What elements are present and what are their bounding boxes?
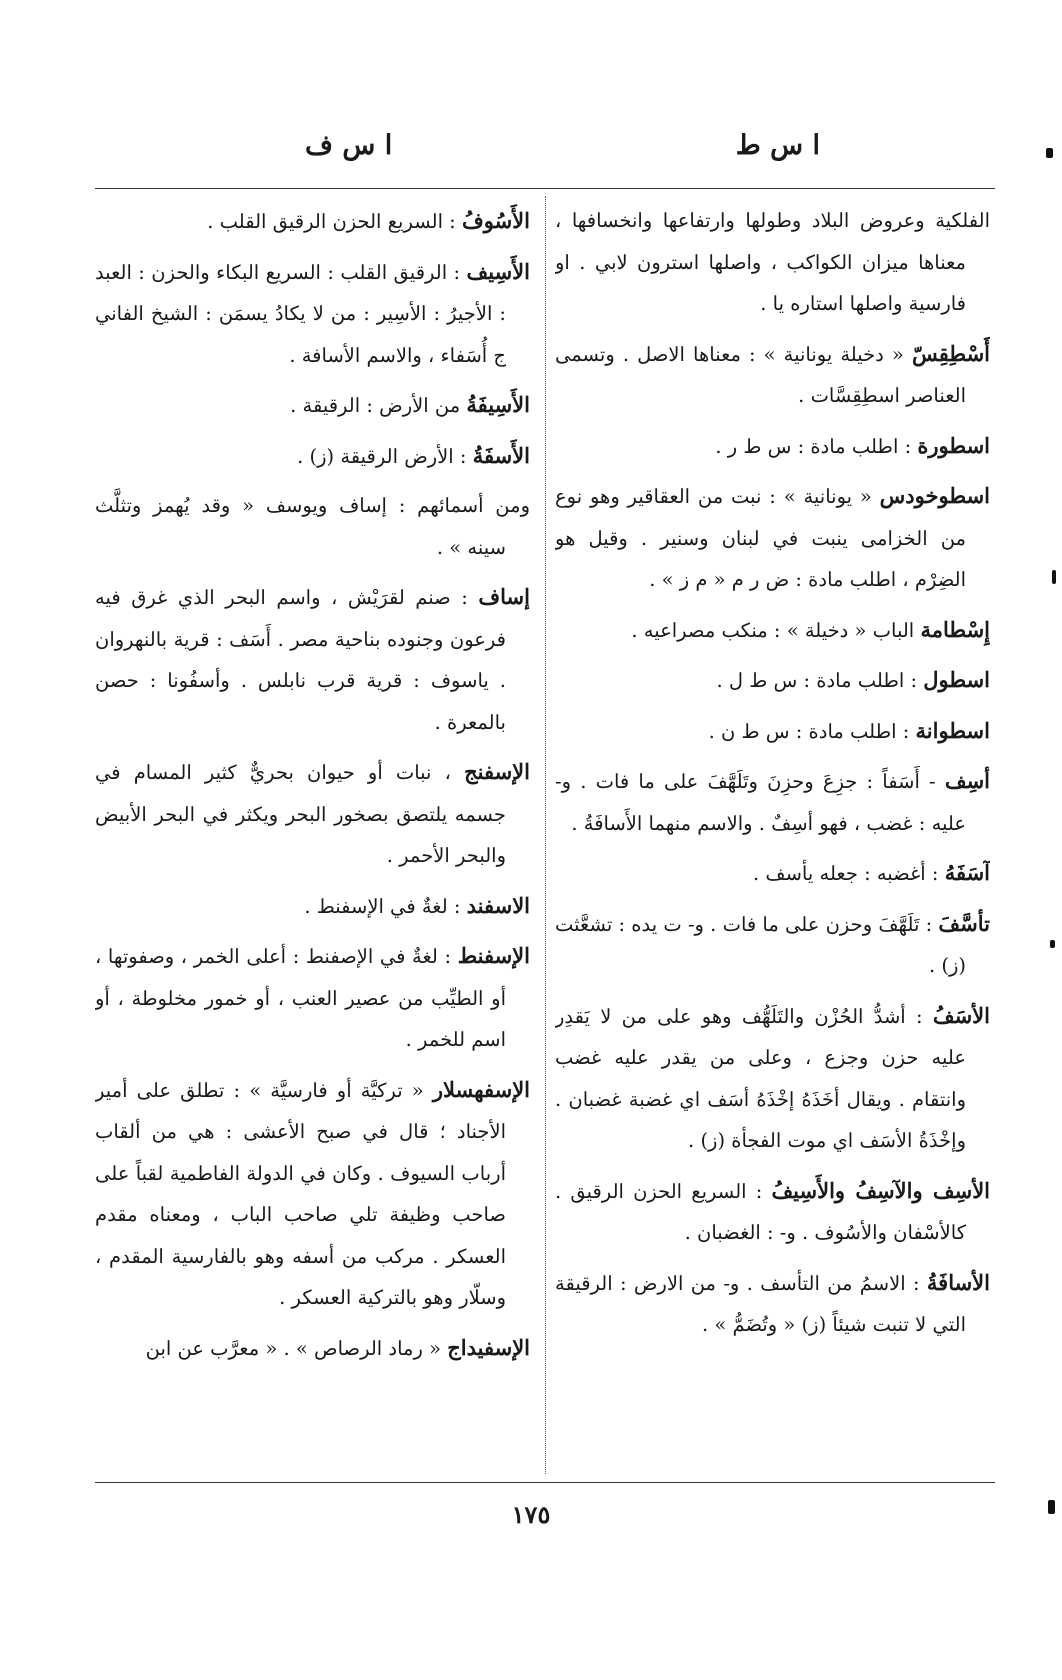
entry-headword: اسطول: [923, 667, 990, 692]
dictionary-entry: [95, 751, 530, 877]
entry-definition: : أشدُّ الحُزْن والتَلَهُّف وهو على من لا يَقدِر عليه حزن وجزع ، وعلى من يقدر عليه غضب وانتقام . ويقال أخَذَهُ إخْذَهُ أسَف اي غضبة غضبان . وإخْذَةُ الأسَف اي موت الفجأة (ز) .: [555, 1004, 966, 1152]
entry-definition: - أَسَفاً : جزِعَ وحزِنَ وتَلَهَّفَ على ما فات . و- عليه : غضب ، فهو أسِفٌ . والاسم منهما الأَسافَةُ .: [555, 770, 966, 835]
entry-definition: « دخيلة يونانية » : معناها الاصل . وتسمى العناصر اسطِقِسَّات .: [555, 342, 966, 407]
dictionary-entry: [95, 935, 530, 1061]
entry-headword: الإسفنج: [464, 759, 530, 784]
entry-headword: اسطوانة: [915, 717, 990, 743]
entry-definition: : الأرض الرقيقة (ز) .: [297, 444, 467, 468]
entry-definition: ومن أسمائهم : إساف ويوسف « وقد يُهمز وتثلَّث سينه » .: [95, 494, 530, 559]
right-column: [555, 200, 990, 1470]
entry-definition: : صنم لقرَيْش ، واسم البحر الذي غرق فيه فرعون وجنوده بناحية مصر . أَسَف : قرية بالنهروان . ياسوف : قرية قرب نابلس . وأسفُونا : حصن بالمعرة .: [95, 586, 506, 734]
dictionary-entry: [555, 995, 990, 1162]
entry-headword: اسطورة: [917, 432, 990, 458]
dictionary-entry: [555, 659, 990, 702]
entry-definition: : السريع الحزن الرقيق القلب .: [207, 210, 456, 233]
dictionary-entry: [555, 760, 990, 844]
entry-definition: : أغضبه : جعله يأسف .: [753, 862, 939, 885]
entry-headword: الأَسُوفُ: [461, 208, 530, 233]
dictionary-entry: [95, 384, 530, 427]
entry-headword: إِسْطامة: [920, 616, 990, 642]
dictionary-entry: [95, 1327, 530, 1370]
dictionary-entry: [555, 903, 990, 987]
entry-definition: : اطلب مادة : س ط ل .: [716, 669, 918, 692]
header-root-right: ا س ط: [735, 130, 820, 161]
entry-headword: الأَسِيفَةُ: [466, 392, 530, 417]
dictionary-entry: [95, 200, 530, 243]
dictionary-entry: [555, 852, 990, 895]
entry-definition: : اطلب مادة : س ط ن .: [708, 719, 910, 743]
entry-headword: الأَسِيف: [466, 258, 530, 284]
entry-headword: الأسِف والآسِفُ والأَسِيفُ: [771, 1177, 990, 1203]
entry-definition: « يونانية » : نبت من العقاقير وهو نوع من الخزامى ينبت في لبنان وسنير . وقيل هو الضِرْم ، اطلب مادة : ض ر م « م ز » .: [555, 485, 966, 591]
dictionary-entry: [555, 333, 990, 417]
entry-definition: : الرقيق القلب : السريع البكاء والحزن : العبد : الأجيرُ : الأسِير : من لا يكادُ يسمَن : الشيخ الفاني ج أُسَفاء ، والاسم الأسافة .: [95, 260, 506, 367]
dictionary-entry: [555, 1262, 990, 1346]
entry-headword: الإسفيداج: [447, 1334, 530, 1360]
entry-definition: : الاسمُ من التأسف . و- من الارض : الرقيقة التي لا تنبت شيئاً (ز) « وتُضَمُّ » .: [555, 1271, 966, 1336]
entry-definition: : لغةٌ في الإسفنط .: [304, 894, 461, 918]
dictionary-entry: [95, 251, 530, 377]
page-header: [95, 130, 995, 170]
entry-headword: الأَسفَةُ: [472, 442, 530, 468]
entry-headword: تأسَّفَ: [938, 910, 990, 936]
dictionary-entry: [555, 1170, 990, 1254]
entry-headword: الإسفهسلار: [432, 1076, 530, 1102]
page-number: ١٧٥: [511, 1500, 551, 1529]
entry-definition: : لغةٌ في الإصفنط : أعلى الخمر ، وصفوتها ، أو الطيِّب من عصير العنب ، أو خمور مخلوطة ، أو اسم للخمر .: [95, 945, 506, 1051]
dictionary-entry: [555, 425, 990, 468]
entry-definition: من الأرض : الرقيقة .: [290, 394, 461, 417]
entry-headword: أسِف: [944, 768, 990, 793]
dictionary-entry: [95, 1069, 530, 1319]
entry-definition: الفلكية وعروض البلاد وطولها وارتفاعها وانخسافها ، معناها ميزان الكواكب ، واصلها استرون لابي . او فارسية واصلها استاره يا .: [555, 209, 990, 315]
left-column: [95, 200, 530, 1470]
entry-definition: « رماد الرصاص » . « معرَّب عن ابن: [145, 1336, 442, 1360]
entry-headword: الإسفنط: [457, 943, 530, 968]
entry-headword: الاسفند: [466, 892, 530, 918]
dictionary-entry: [95, 485, 530, 568]
entry-headword: الأسَفُ: [932, 1002, 990, 1028]
bottom-rule: [95, 1482, 995, 1483]
entry-headword: أَسْطِقِسّ: [911, 340, 990, 366]
dictionary-entry: [555, 710, 990, 753]
dictionary-entry: [555, 200, 990, 325]
entry-definition: : اطلب مادة : س ط ر .: [715, 434, 912, 458]
dictionary-entry: [95, 435, 530, 478]
dictionary-entry: [555, 475, 990, 601]
entry-headword: آسَفَهُ: [944, 860, 990, 885]
column-divider: [545, 196, 546, 1474]
entry-headword: إساف: [478, 584, 530, 609]
entry-definition: الباب « دخيلة » : منكب مصراعيه .: [631, 618, 915, 642]
margin-mark: [1050, 940, 1055, 948]
margin-mark: [1046, 148, 1053, 158]
dictionary-entry: [555, 609, 990, 652]
entry-definition: ، نبات أو حيوان بحريٌّ كثير المسام في جسمه يلتصق بصخور البحر ويكثر في البحر الأبيض والبحر الأحمر .: [95, 761, 506, 867]
dictionary-entry: [95, 885, 530, 928]
entry-definition: : تَلَهَّفَ وحزن على ما فات . و- ت يده : تشعَّثت (ز) .: [555, 912, 966, 977]
top-rule: [95, 188, 995, 189]
header-root-left: ا س ف: [305, 130, 393, 161]
entry-headword: اسطوخودس: [879, 483, 990, 508]
entry-definition: « تركيَّة أو فارسيَّة » : تطلق على أمير الأجناد ؛ قال في صبح الأعشى : هي من ألقاب أرباب السيوف . وكان في الدولة الفاطمية لقباً على صاحب وظيفة تلي صاحب الباب ، ومعناه مقدم العسكر . مركب من أسفه وهو بالفارسية المقدم ، وسلّار وهو بالتركية العسكر .: [95, 1078, 506, 1309]
entry-definition: : السريع الحزن الرقيق . كالأسْفان والأسُوف . و- : الغضبان .: [555, 1179, 966, 1244]
margin-mark: [1052, 570, 1056, 584]
margin-mark: [1048, 1500, 1055, 1514]
dictionary-entry: [95, 576, 530, 743]
entry-headword: الأسافَةُ: [926, 1269, 990, 1295]
